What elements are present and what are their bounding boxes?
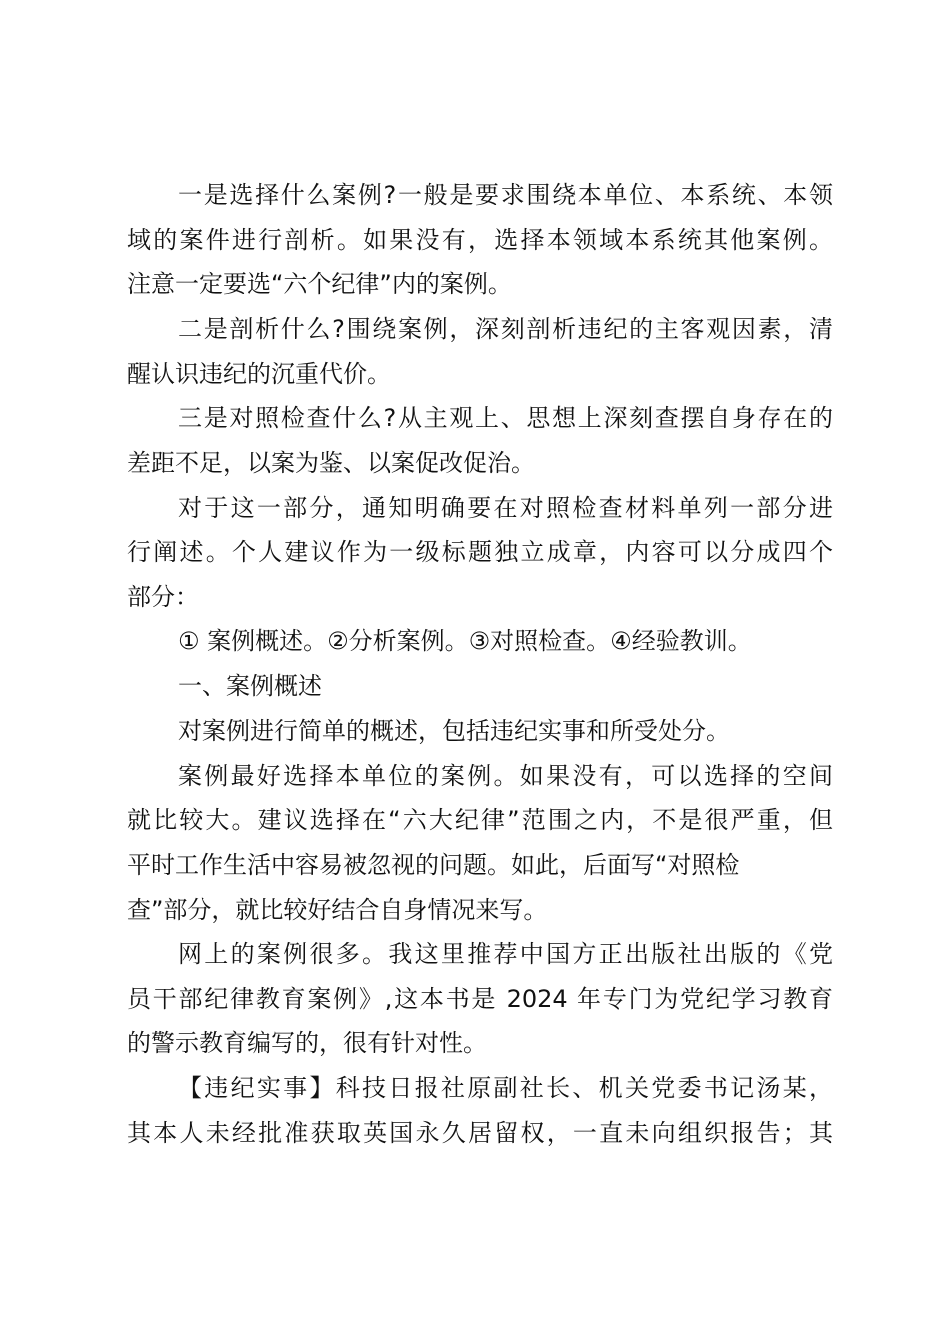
paragraph-line: 对案例进行简单的概述，包括违纪实事和所受处分。 <box>178 717 730 745</box>
paragraph-line: 就比较大。建议选择在“六大纪律”范围之内，不是很严重，但 <box>127 806 833 834</box>
paragraph-line: 注意一定要选“六个纪律”内的案例。 <box>127 270 512 298</box>
paragraph-line: 域的案件进行剖析。如果没有，选择本领域本系统其他案例。 <box>127 226 833 254</box>
paragraph-line: 一是选择什么案例?一般是要求围绕本单位、本系统、本领 <box>178 181 833 209</box>
section-heading: 一、案例概述 <box>178 672 322 700</box>
paragraph-line: 部分： <box>127 583 199 611</box>
paragraph-line: 差距不足，以案为鉴、以案促改促治。 <box>127 449 535 477</box>
paragraph-line: 对于这一部分，通知明确要在对照检查材料单列一部分进 <box>178 494 833 522</box>
paragraph-line: 醒认识违纪的沉重代价。 <box>127 360 391 388</box>
paragraph-line: 行阐述。个人建议作为一级标题独立成章，内容可以分成四个 <box>127 538 833 566</box>
paragraph-line: ① 案例概述。②分析案例。③对照检查。④经验教训。 <box>178 627 752 655</box>
paragraph-line: 平时工作生活中容易被忽视的问题。如此，后面写“对照检 <box>127 851 740 879</box>
paragraph-line: 案例最好选择本单位的案例。如果没有，可以选择的空间 <box>178 762 833 790</box>
paragraph-line: 查”部分，就比较好结合自身情况来写。 <box>127 896 548 924</box>
paragraph-line: 员干部纪律教育案例》,这本书是 2024 年专门为党纪学习教育 <box>127 985 833 1013</box>
paragraph-line: 网上的案例很多。我这里推荐中国方正出版社出版的《党 <box>178 940 833 968</box>
paragraph-line: 二是剖析什么?围绕案例，深刻剖析违纪的主客观因素，清 <box>178 315 833 343</box>
paragraph-line: 三是对照检查什么?从主观上、思想上深刻查摆自身存在的 <box>178 404 833 432</box>
paragraph-line: 【违纪实事】科技日报社原副社长、机关党委书记汤某， <box>178 1074 833 1102</box>
paragraph-line: 其本人未经批准获取英国永久居留权，一直未向组织报告；其 <box>127 1119 833 1147</box>
paragraph-line: 的警示教育编写的，很有针对性。 <box>127 1029 487 1057</box>
